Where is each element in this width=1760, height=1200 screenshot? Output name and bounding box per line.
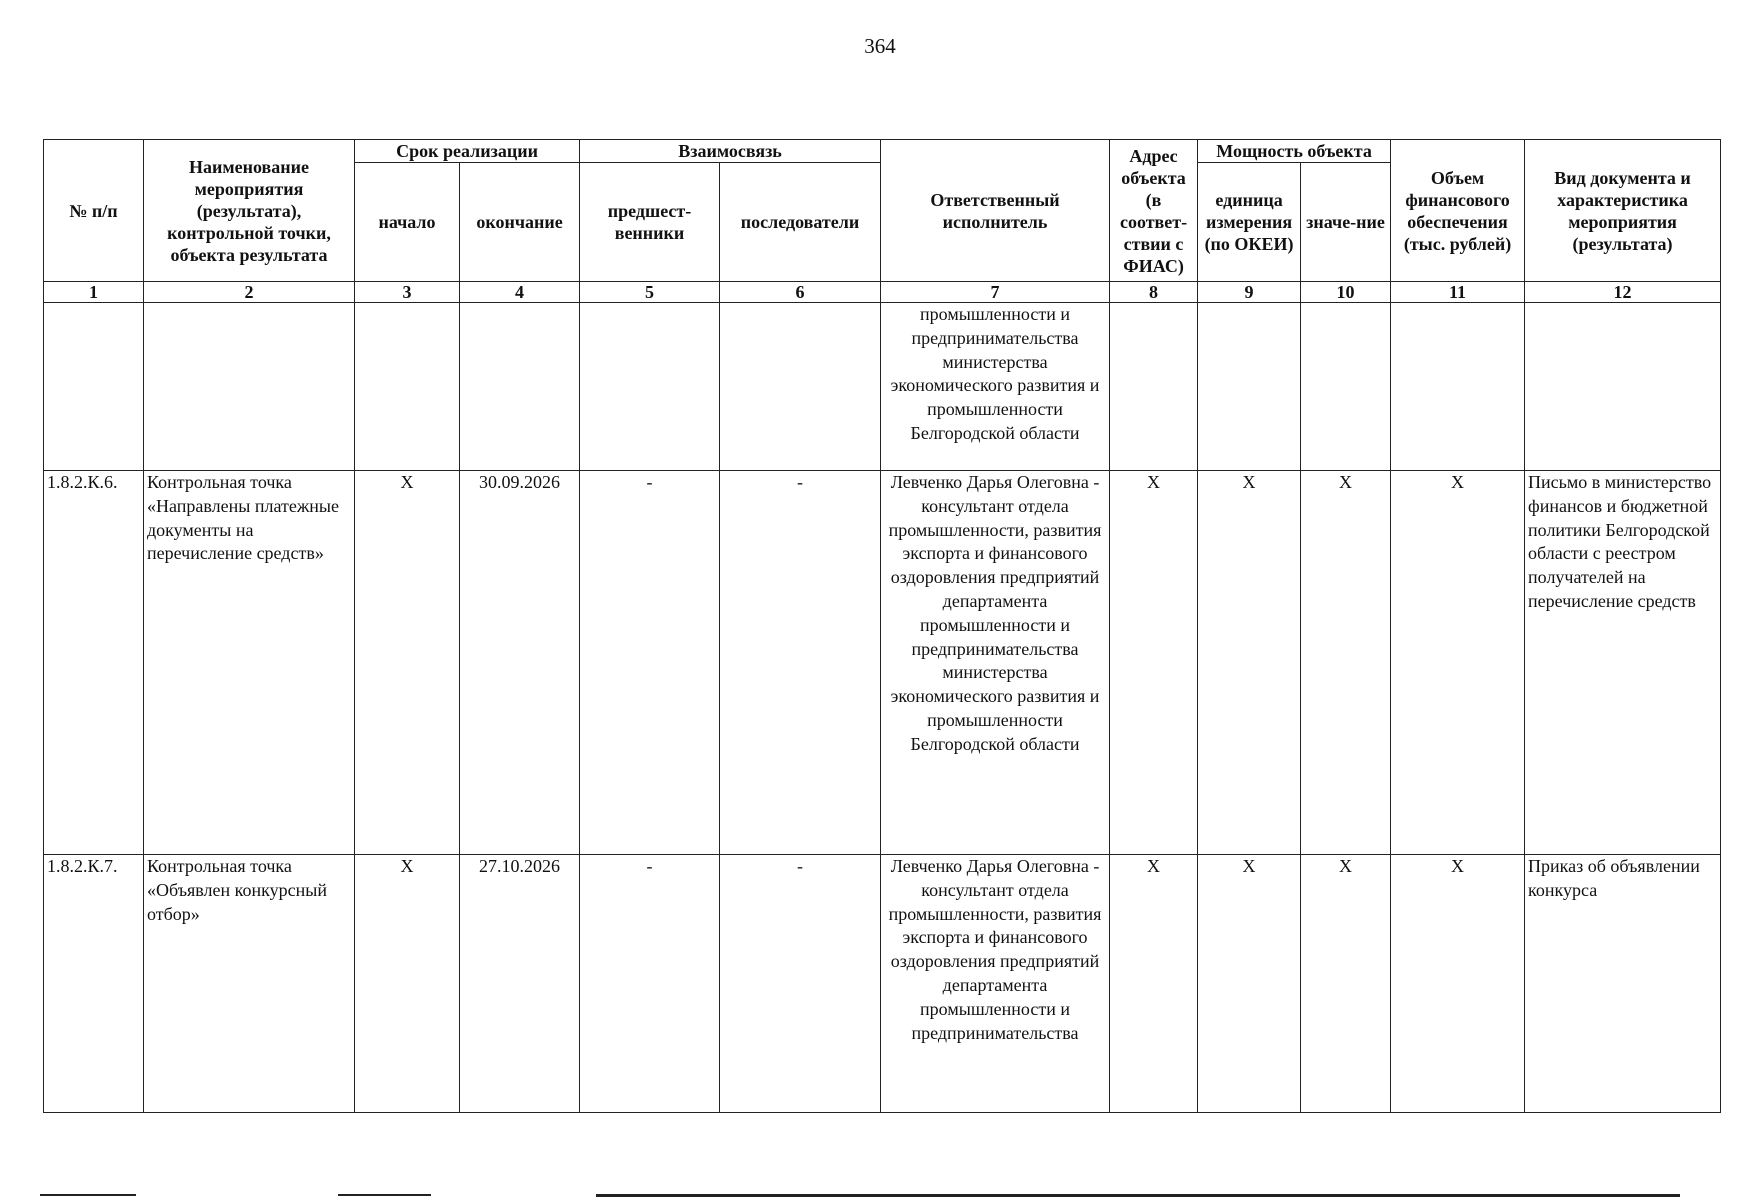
cell-name: Контрольная точка «Направлены платежные документы на перечисление средств» bbox=[144, 471, 355, 855]
header-col-executor: Ответственный исполнитель bbox=[881, 140, 1110, 282]
cell-number: 1.8.2.К.7. bbox=[44, 855, 144, 1113]
cell-successors: - bbox=[720, 855, 881, 1113]
cell-finance bbox=[1391, 303, 1525, 471]
cell-end: 27.10.2026 bbox=[460, 855, 580, 1113]
column-numbers-row bbox=[44, 282, 1721, 303]
cell-document: Приказ об объявлении конкурса bbox=[1525, 855, 1721, 1113]
cell-document bbox=[1525, 303, 1721, 471]
table-row bbox=[44, 303, 1721, 471]
table-header bbox=[44, 140, 1721, 303]
cell-number bbox=[44, 303, 144, 471]
cell-address: X bbox=[1110, 855, 1198, 1113]
column-number: 3 bbox=[355, 282, 460, 303]
header-col-document: Вид документа и характеристика мероприятия (результата) bbox=[1525, 140, 1721, 282]
cell-unit: X bbox=[1198, 471, 1301, 855]
cell-predecessors: - bbox=[580, 471, 720, 855]
column-number: 4 bbox=[460, 282, 580, 303]
header-col-start: начало bbox=[355, 163, 460, 282]
column-number: 9 bbox=[1198, 282, 1301, 303]
header-col-value: значе-ние bbox=[1301, 163, 1391, 282]
header-col-number: № п/п bbox=[44, 140, 144, 282]
footer-rule bbox=[40, 1194, 136, 1196]
footer-rule bbox=[338, 1194, 431, 1196]
cell-name bbox=[144, 303, 355, 471]
cell-address bbox=[1110, 303, 1198, 471]
header-col-successors: последователи bbox=[720, 163, 881, 282]
cell-start: X bbox=[355, 855, 460, 1113]
cell-successors: - bbox=[720, 471, 881, 855]
cell-name: Контрольная точка «Объявлен конкурсный отбор» bbox=[144, 855, 355, 1113]
cell-executor: Левченко Дарья Олеговна - консультант отдела промышленности, развития экспорта и финансового оздоровления предприятий департамента промышленности и предпринимательства министерства экономического развития и промышленности Белгородской области bbox=[881, 471, 1110, 855]
cell-value: X bbox=[1301, 855, 1391, 1113]
header-group-capacity: Мощность объекта bbox=[1198, 140, 1391, 163]
table-row bbox=[44, 855, 1721, 1113]
cell-finance: X bbox=[1391, 855, 1525, 1113]
cell-end: 30.09.2026 bbox=[460, 471, 580, 855]
column-number: 12 bbox=[1525, 282, 1721, 303]
column-number: 8 bbox=[1110, 282, 1198, 303]
column-number: 6 bbox=[720, 282, 881, 303]
cell-number: 1.8.2.К.6. bbox=[44, 471, 144, 855]
table-row bbox=[44, 471, 1721, 855]
plan-table bbox=[43, 139, 1721, 1113]
column-number: 7 bbox=[881, 282, 1110, 303]
cell-document: Письмо в министерство финансов и бюджетной политики Белгородской области с реестром получателей на перечисление средств bbox=[1525, 471, 1721, 855]
cell-executor: Левченко Дарья Олеговна - консультант отдела промышленности, развития экспорта и финансового оздоровления предприятий департамента промышленности и предпринимательства bbox=[881, 855, 1110, 1113]
cell-unit bbox=[1198, 303, 1301, 471]
column-number: 2 bbox=[144, 282, 355, 303]
cell-start: X bbox=[355, 471, 460, 855]
cell-finance: X bbox=[1391, 471, 1525, 855]
column-number: 11 bbox=[1391, 282, 1525, 303]
header-col-name: Наименование мероприятия (результата), контрольной точки, объекта результата bbox=[144, 140, 355, 282]
header-col-end: окончание bbox=[460, 163, 580, 282]
footer-rule bbox=[596, 1194, 1680, 1197]
cell-value bbox=[1301, 303, 1391, 471]
header-col-unit: единица измерения (по ОКЕИ) bbox=[1198, 163, 1301, 282]
cell-value: X bbox=[1301, 471, 1391, 855]
page-number: 364 bbox=[864, 34, 896, 58]
cell-start bbox=[355, 303, 460, 471]
cell-executor: промышленности и предпринимательства министерства экономического развития и промышленности Белгородской области bbox=[881, 303, 1110, 471]
column-number: 1 bbox=[44, 282, 144, 303]
header-group-relation: Взаимосвязь bbox=[580, 140, 881, 163]
header-col-predecessors: предшест-венники bbox=[580, 163, 720, 282]
header-col-address: Адрес объекта (в соответ-ствии с ФИАС) bbox=[1110, 140, 1198, 282]
column-number: 5 bbox=[580, 282, 720, 303]
cell-predecessors: - bbox=[580, 855, 720, 1113]
header-col-finance: Объем финансового обеспечения (тыс. рублей) bbox=[1391, 140, 1525, 282]
cell-address: X bbox=[1110, 471, 1198, 855]
cell-predecessors bbox=[580, 303, 720, 471]
header-group-term: Срок реализации bbox=[355, 140, 580, 163]
cell-unit: X bbox=[1198, 855, 1301, 1113]
cell-successors bbox=[720, 303, 881, 471]
cell-end bbox=[460, 303, 580, 471]
column-number: 10 bbox=[1301, 282, 1391, 303]
